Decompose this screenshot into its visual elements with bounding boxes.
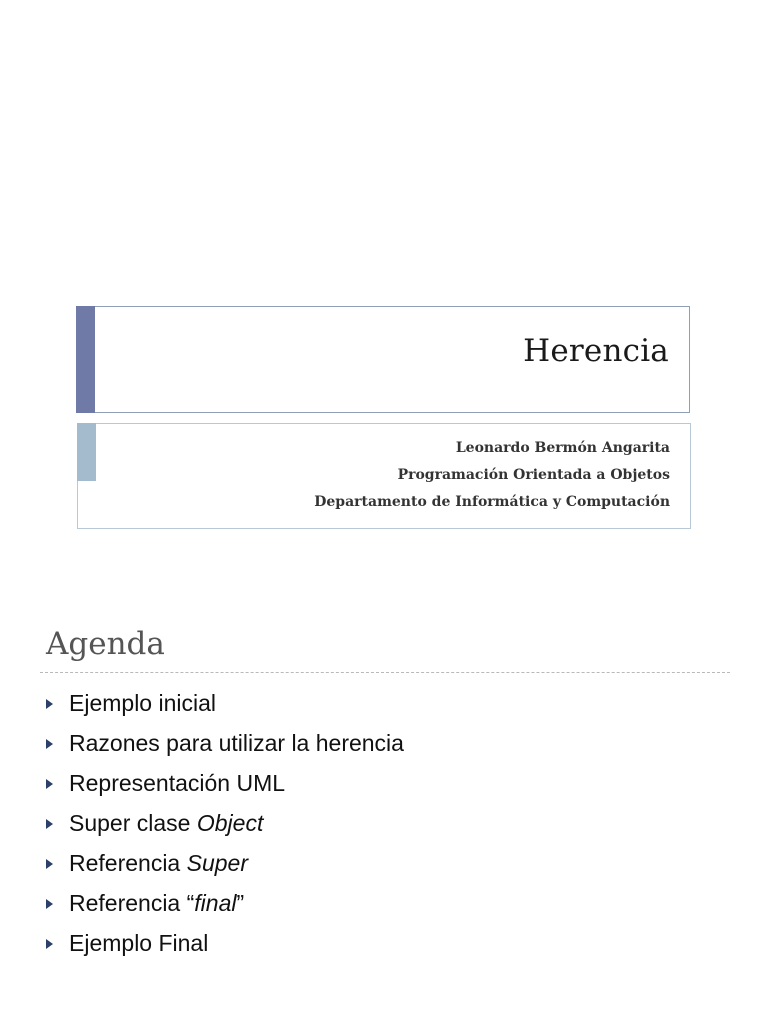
agenda-item-emphasis: Super [186,849,248,876]
agenda-item-text: Ejemplo inicial [69,689,217,716]
department-name: Departamento de Informática y Computación [314,494,670,510]
triangle-bullet-icon [46,899,53,909]
triangle-bullet-icon [46,779,53,789]
triangle-bullet-icon [46,939,53,949]
triangle-bullet-icon [46,739,53,749]
agenda-item-text: Ejemplo Final [69,929,209,956]
agenda-item [46,683,404,723]
agenda-item-suffix: ” [236,889,245,916]
agenda-item-prefix: Super clase [69,809,197,836]
agenda-item [46,803,404,843]
agenda-item [46,923,404,963]
agenda-item [46,843,404,883]
subtitle-lines [314,435,670,516]
agenda-item-prefix: Referencia [69,849,187,876]
agenda-item [46,763,404,803]
subtitle-accent-bar [77,423,96,481]
slide-title: Herencia [523,333,669,369]
title-accent-bar [76,306,95,413]
title-box [76,306,690,413]
agenda-item-text [69,810,263,837]
agenda-item-emphasis: final [194,889,237,916]
subtitle-box [77,423,691,529]
agenda-list [46,683,404,963]
agenda-item-emphasis: Object [196,809,264,836]
author-name: Leonardo Bermón Angarita [455,440,670,456]
agenda-divider [40,672,730,673]
agenda-item-text: Razones para utilizar la herencia [69,729,404,756]
triangle-bullet-icon [46,699,53,709]
agenda-item-prefix: Referencia “ [69,889,195,916]
agenda-item [46,883,404,923]
agenda-item-text: Representación UML [69,769,286,796]
agenda-item [46,723,404,763]
triangle-bullet-icon [46,819,53,829]
triangle-bullet-icon [46,859,53,869]
agenda-item-text [69,890,244,917]
agenda-title: Agenda [46,626,165,662]
course-name: Programación Orientada a Objetos [397,467,670,483]
agenda-item-text [69,850,248,877]
